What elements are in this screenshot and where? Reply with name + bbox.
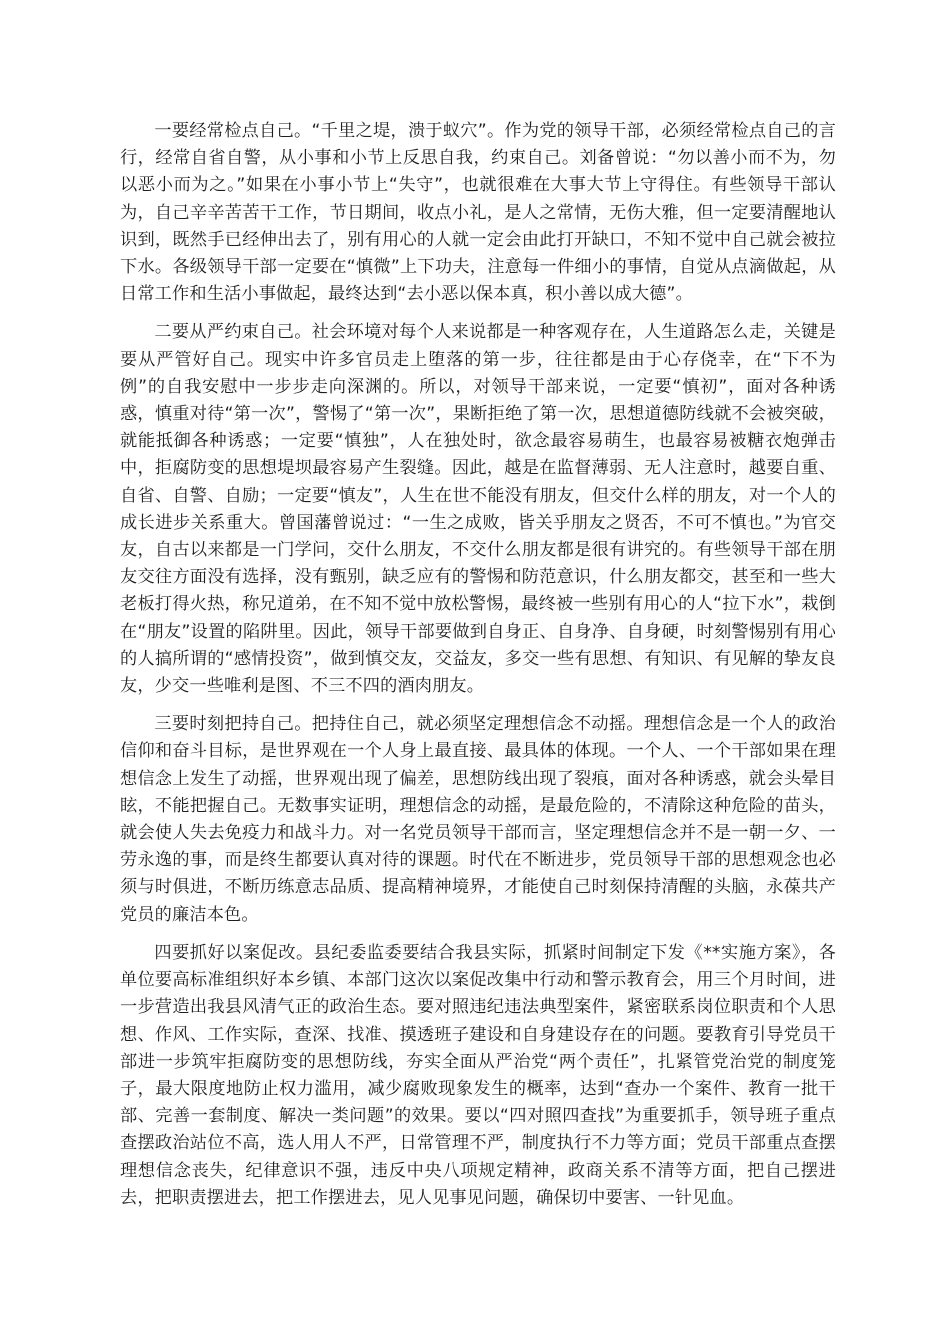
document-body xyxy=(120,118,836,1223)
paragraph-self-inspection: 一要经常检点自己。“千里之堤，溃于蚁穴”。作为党的领导干部，必须经常检点自己的言行，经常自省自警，从小事和小节上反思自我，约束自己。刘备曾说：“勿以善小而不为，勿以恶小而为之。”如果在小事小节上“失守”，也就很难在大事大节上守得住。有些领导干部认为，自己辛辛苦苦干工作，节日期间，收点小礼，是人之常情，无伤大雅，但一定要清醒地认识到，既然手已经伸出去了，别有用心的人就一定会由此打开缺口，不知不觉中自己就会被拉下水。各级领导干部一定要在“慎微”上下功夫，注意每一件细小的事情，自觉从点滴做起，从日常工作和生活小事做起，最终达到“去小恶以保本真，积小善以成大德”。 xyxy=(120,121,836,305)
paragraph-self-control: 三要时刻把持自己。把持住自己，就必须坚定理想信念不动摇。理想信念是一个人的政治信仰和奋斗目标，是世界观在一个人身上最直接、最具体的体现。一个人、一个干部如果在理想信念上发生了动摇，世界观出现了偏差，思想防线出现了裂痕，面对各种诱惑，就会头晕目眩，不能把握自己。无数事实证明，理想信念的动摇，是最危险的，不清除这种危险的苗头，就会使人失去免疫力和战斗力。对一名党员领导干部而言，坚定理想信念并不是一朝一夕、一劳永逸的事，而是终生都要认真对待的课题。时代在不断进步，党员领导干部的思想观念也必须与时俱进，不断历练意志品质、提高精神境界，才能使自己时刻保持清醒的头脑，永葆共产党员的廉洁本色。 xyxy=(120,714,836,925)
paragraph-case-reform: 四要抓好以案促改。县纪委监委要结合我县实际，抓紧时间制定下发《**实施方案》，各单位要高标准组织好本乡镇、本部门这次以案促改集中行动和警示教育会，用三个月时间，进一步营造出我县风清气正的政治生态。要对照违纪违法典型案件，紧密联系岗位职责和个人思想、作风、工作实际，查深、找准、摸透班子建设和自身建设存在的问题。要教育引导党员干部进一步筑牢拒腐防变的思想防线，夯实全面从严治党“两个责任”，扎紧管党治党的制度笼子，最大限度地防止权力滥用，减少腐败现象发生的概率，达到“查办一个案件、教育一批干部、完善一套制度、解决一类问题”的效果。要以“四对照四查找”为重要抓手，领导班子重点查摆政治站位不高，选人用人不严，日常管理不严，制度执行不力等方面；党员干部重点查摆理想信念丧失，纪律意识不强，违反中央八项规定精神，政商关系不清等方面，把自己摆进去，把职责摆进去，把工作摆进去，见人见事见问题，确保切中要害、一针见血。 xyxy=(120,942,836,1208)
paragraph-strict-discipline: 二要从严约束自己。社会环境对每个人来说都是一种客观存在，人生道路怎么走，关键是要从严管好自己。现实中许多官员走上堕落的第一步，往往都是由于心存侥幸，在“下不为例”的自我安慰中一步步走向深渊的。所以，对领导干部来说，一定要“慎初”，面对各种诱惑，慎重对待“第一次”，警惕了“第一次”，果断拒绝了第一次，思想道德防线就不会被突破，就能抵御各种诱惑；一定要“慎独”，人在独处时，欲念最容易萌生，也最容易被糖衣炮弹击中，拒腐防变的思想堤坝最容易产生裂缝。因此，越是在监督薄弱、无人注意时，越要自重、自省、自警、自励；一定要“慎友”，人生在世不能没有朋友，但交什么样的朋友，对一个人的成长进步关系重大。曾国藩曾说过：“一生之成败，皆关乎朋友之贤否，不可不慎也。”为官交友，自古以来都是一门学问，交什么朋友，不交什么朋友都是很有讲究的。有些领导干部在朋友交往方面没有选择，没有甄别，缺乏应有的警惕和防范意识，什么朋友都交，甚至和一些大老板打得火热，称兄道弟，在不知不觉中放松警惕，最终被一些别有用心的人“拉下水”，栽倒在“朋友”设置的陷阱里。因此，领导干部要做到自身正、自身净、自身硬，时刻警惕别有用心的人搞所谓的“感情投资”，做到慎交友，交益友，多交一些有思想、有知识、有见解的挚友良友，少交一些唯利是图、不三不四的酒肉朋友。 xyxy=(120,322,836,697)
